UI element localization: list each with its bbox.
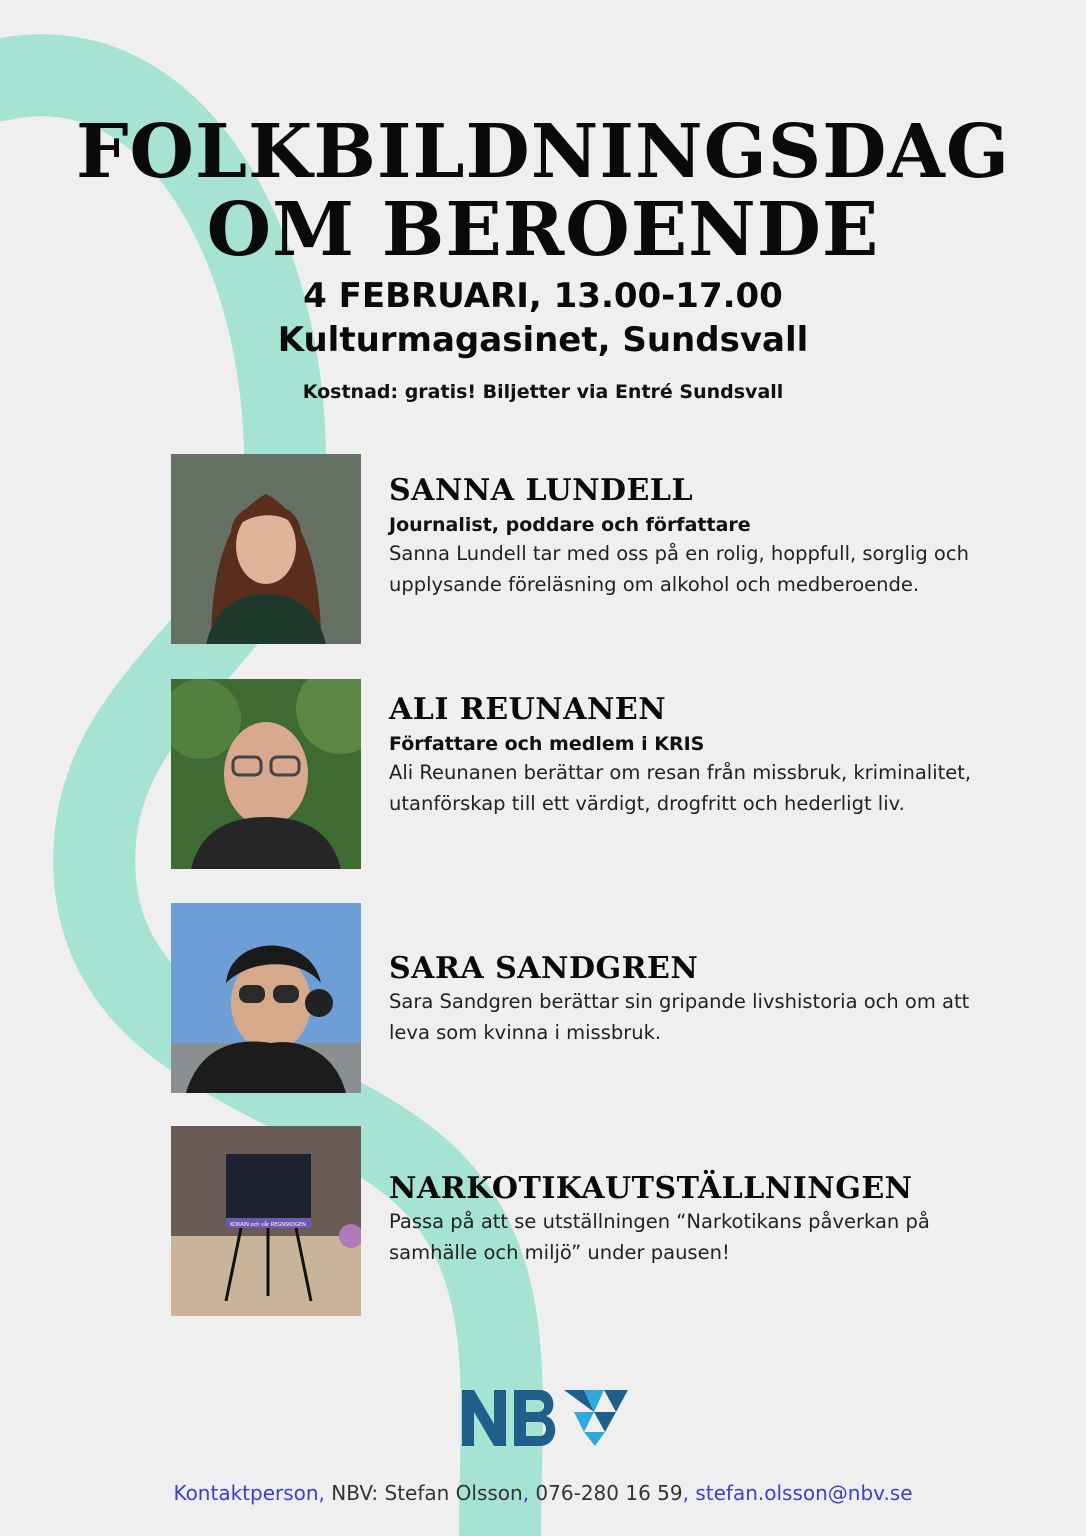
speaker-description: Sanna Lundell tar med oss på en rolig, hoppfull, sorglig och upplysande föreläsning om alkohol och medberoende.: [389, 542, 969, 596]
exhibition-poster-text: KOKAIN och vår REGNSKOGEN: [230, 1222, 306, 1228]
contact-footer: [0, 1481, 1086, 1505]
exhibition-photo: [171, 1126, 361, 1316]
nbv-logo: [460, 1386, 630, 1448]
footer-comma: ,: [522, 1481, 530, 1505]
speaker-role: Författare och medlem i KRIS: [389, 733, 705, 755]
contact-label: Kontaktperson,: [173, 1481, 325, 1505]
speaker-description: Ali Reunanen berättar om resan från missbruk, kriminalitet, utanförskap till ett värdigt, drogfritt och hederligt liv.: [389, 761, 972, 815]
speaker-photo-ali: [171, 679, 361, 869]
speaker-name: SARA SANDGREN: [389, 951, 699, 986]
speaker-photo-sara: [171, 903, 361, 1093]
speaker-description: Sara Sandgren berättar sin gripande livshistoria och om att leva som kvinna i missbruk.: [389, 990, 970, 1044]
contact-phone[interactable]: 076-280 16 59: [529, 1481, 683, 1505]
speaker-name: ALI REUNANEN: [389, 692, 667, 727]
contact-org: NBV: Stefan Olsson: [324, 1481, 523, 1505]
speaker-photo-sanna: [171, 454, 361, 644]
event-title-line2: OM BEROENDE: [206, 187, 880, 273]
contact-email-link[interactable]: stefan.olsson@nbv.se: [688, 1481, 913, 1505]
event-title-line1: FOLKBILDNINGSDAG: [75, 109, 1011, 195]
event-cost: Kostnad: gratis! Biljetter via Entré Sundsvall: [302, 381, 784, 403]
speaker-role: Journalist, poddare och författare: [389, 514, 751, 536]
footer-comma-2: ,: [682, 1481, 689, 1505]
event-date: 4 FEBRUARI, 13.00-17.00: [303, 276, 783, 316]
event-venue: Kulturmagasinet, Sundsvall: [277, 320, 809, 360]
exhibition-title: NARKOTIKAUTSTÄLLNINGEN: [389, 1171, 913, 1206]
speaker-name: SANNA LUNDELL: [389, 473, 694, 508]
exhibition-description: Passa på att se utställningen “Narkotikans påverkan på samhälle och miljö” under pausen!: [389, 1210, 930, 1264]
